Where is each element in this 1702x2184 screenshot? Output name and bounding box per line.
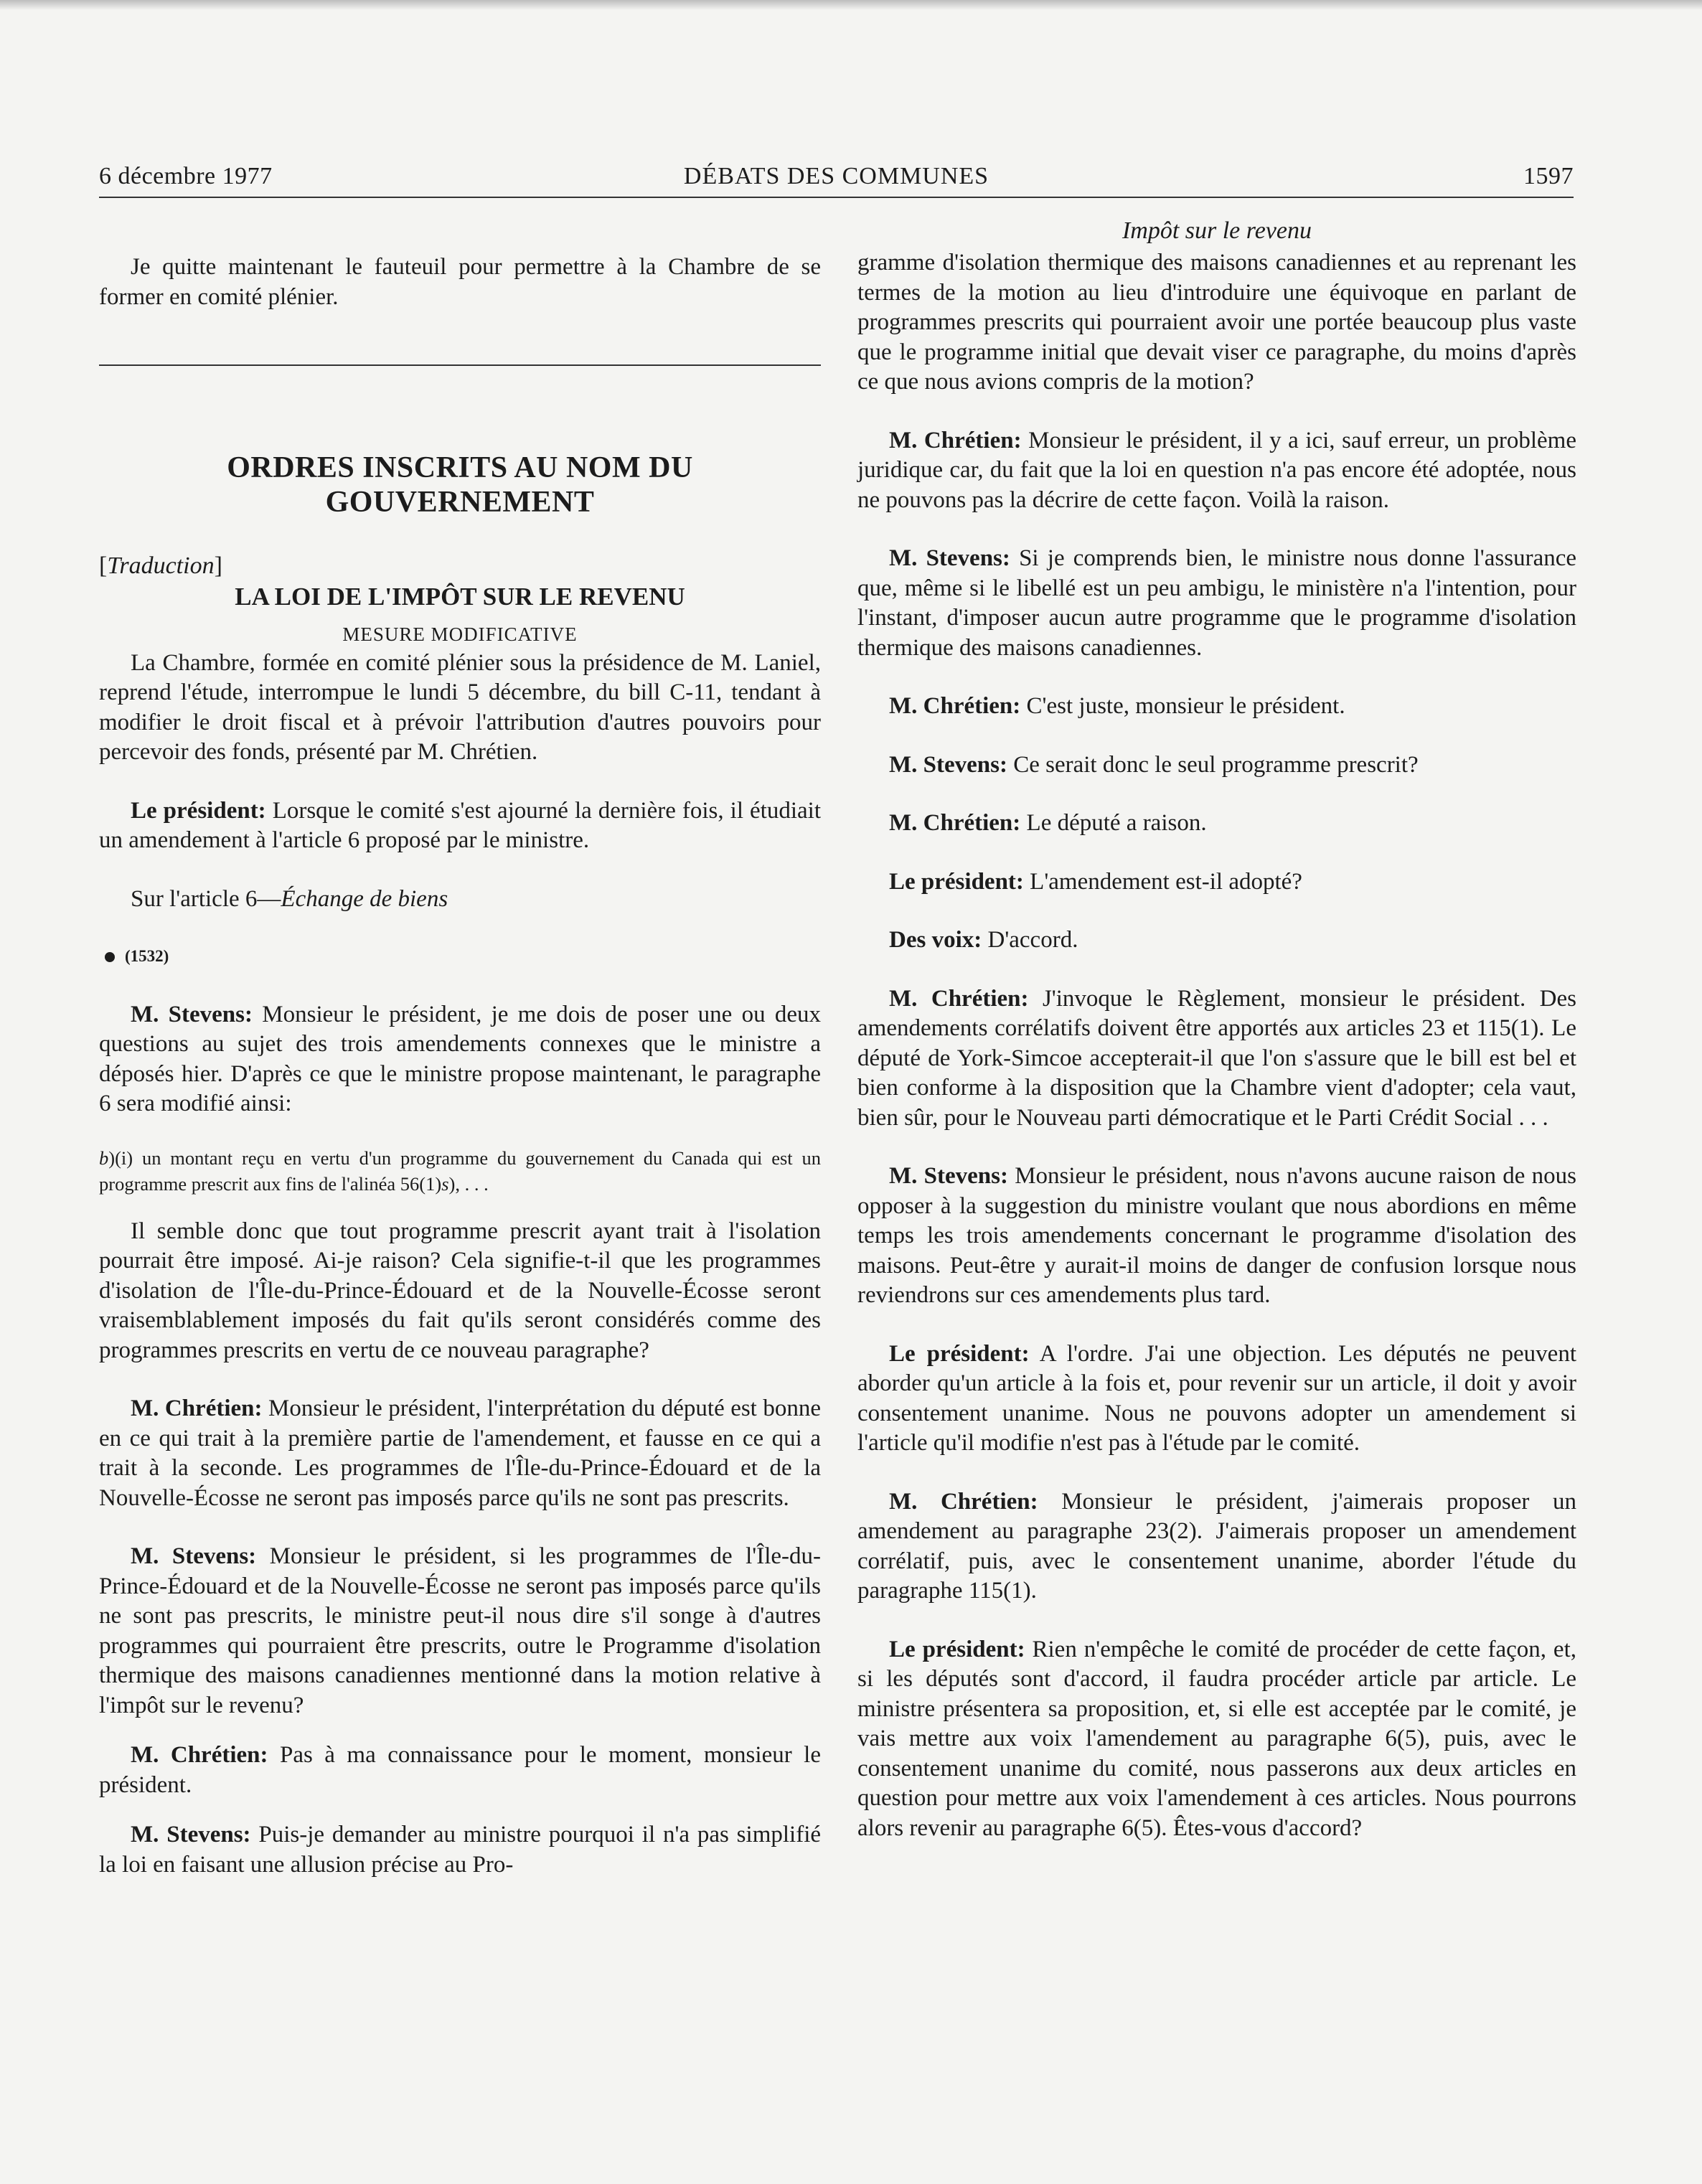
speech-text: Monsieur le président, il y a ici, sauf erreur, un problème juridique car, du fait que la loi en question n'a pas encore été adoptée, nous ne pouvons pas la décrire de cette façon. Voilà la raison. [857, 427, 1576, 513]
speaker-name: M. Chrétien: [889, 427, 1022, 453]
section-divider [99, 364, 821, 366]
paragraph-speech [99, 1394, 821, 1513]
bullet-icon [105, 952, 115, 962]
header-publication-title: DÉBATS DES COMMUNES [683, 163, 989, 189]
bill-subtitle: MESURE MODIFICATIVE [342, 623, 578, 645]
speaker-name: M. Stevens: [131, 1822, 251, 1848]
time-marker [99, 941, 821, 971]
paragraph-speech: Il semble donc que tout programme prescrit ayant trait à l'isolation pourrait être imposé. Ai-je raison? Cela signifie-t-il que les programmes d'isolation de l'Île-du-Prince-Édouard et de la Nouvelle-Écosse seront vraisemblablement imposés du fait qu'ils seront considérés comme des programmes prescrits en vertu de ce nouveau paragraphe? [99, 1218, 821, 1363]
speech-text: L'amendement est-il adopté? [1023, 868, 1302, 895]
speaker-name: M. Stevens: [889, 545, 1010, 571]
speech-text: Le député a raison. [1020, 810, 1207, 836]
speaker-name: M. Chrétien: [889, 985, 1029, 1012]
translation-bracket-open: [ [99, 552, 108, 579]
paragraph-speech [99, 1741, 821, 1800]
translation-word: Traduction [107, 552, 215, 579]
paragraph-committee: La Chambre, formée en comité plénier sous la présidence de M. Laniel, reprend l'étude, interrompue le lundi 5 décembre, du bill C-11, tendant à modifier le droit fiscal et à prévoir l'attribution d'autres pouvoirs pour percevoir des fonds, présenté par M. Chrétien. [99, 649, 821, 765]
translation-bracket-close: ] [214, 552, 222, 579]
quote-text: ), . . . [448, 1172, 489, 1195]
paragraph-speech [99, 1820, 821, 1880]
speaker-name: Le président: [889, 1340, 1030, 1367]
left-column [99, 253, 821, 1880]
paragraph-speech [857, 1487, 1576, 1606]
quote-letter: b [99, 1147, 109, 1169]
article-title: Échange de biens [281, 885, 448, 912]
page-header [99, 161, 1574, 197]
speech-text: Monsieur le président, si les programmes de l'Île-du-Prince-Édouard et de la Nouvelle-Écosse ne seront pas imposés parce qu'ils ne sont pas prescrits, le ministre peut-il nous dire s'il songe à d'autres programmes qui pourraient être prescrits, outre le Programme d'isolation thermique des maisons canadiennes mentionné dans la motion relative à l'impôt sur le revenu? [99, 1543, 822, 1718]
paragraph-speech [857, 1635, 1576, 1844]
paragraph-speech-continued: gramme d'isolation thermique des maisons canadiennes et au reprenant les termes de la motion au lieu d'introduire une équivoque en parlant de programmes prescrits qui pourraient avoir une portée beaucoup plus vaste que le programme initial que devait viser ce paragraphe, du moins d'après ce que nous avions compris de la motion? [857, 250, 1576, 395]
speech-text: Pas à ma connaissance pour le moment, monsieur le président. [99, 1742, 821, 1798]
paragraph-speech [857, 544, 1576, 663]
bill-title: LA LOI DE L'IMPÔT SUR LE REVENU [235, 582, 685, 611]
quote-text: )(i) un montant reçu en vertu d'un programme du gouvernement du Canada qui est un programme prescrit aux fins de l'alinéa 56(1) [99, 1147, 821, 1195]
speech-text: Lorsque le comité s'est ajourné la dernière fois, il étudiait un amendement à l'article 6 proposé par le ministre. [99, 797, 821, 853]
paragraph-speech [99, 1542, 821, 1721]
paragraph-closing-speaker: Je quitte maintenant le fauteuil pour permettre à la Chambre de se former en comité plénier. [99, 254, 821, 310]
speech-text: Monsieur le président, je me dois de poser une ou deux questions au sujet des trois amendements connexes que le ministre a déposés hier. D'après ce que le ministre propose maintenant, le paragraphe 6 sera modifié ainsi: [99, 1001, 822, 1116]
speaker-name: M. Chrétien: [889, 810, 1021, 836]
right-column [857, 215, 1576, 1843]
speaker-name: M. Chrétien: [131, 1395, 263, 1421]
section-heading-line1: ORDRES INSCRITS AU NOM DU [227, 451, 693, 484]
paragraph-speech [857, 750, 1576, 781]
speech-text: D'accord. [982, 927, 1078, 953]
running-head: Impôt sur le revenu [1122, 217, 1312, 244]
paragraph-speech [857, 1162, 1576, 1311]
quoted-amendment [99, 1145, 821, 1197]
speaker-name: M. Stevens: [131, 1543, 257, 1569]
paragraph-speech [857, 809, 1576, 839]
speech-text: J'invoque le Règlement, monsieur le président. Des amendements corrélatifs doivent être apportés aux articles 23 et 115(1). Le député de York-Simcoe accepterait-il que l'on s'assure que le bill est bel et bien conforme à la disposition que la Chambre vient d'adopter; cela vaut, bien sûr, pour le Nouveau parti démocratique et le Parti Crédit Social . . . [857, 985, 1576, 1131]
paragraph-speech [857, 692, 1576, 722]
speech-text: Si je comprends bien, le ministre nous donne l'assurance que, même si le libellé est un peu ambigu, le ministère n'a l'intention, pour l'instant, d'imposer aucun autre programme que le programme d'isolation thermique des maisons canadiennes. [857, 545, 1577, 661]
speaker-name: M. Stevens: [889, 1163, 1008, 1189]
quote-letter: s [441, 1172, 449, 1195]
speech-text: Monsieur le président, j'aimerais proposer un amendement au paragraphe 23(2). J'aimerais proposer un amendement corrélatif, puis, avec le consentement unanime, aborder l'étude du paragraphe 115(1). [857, 1488, 1576, 1604]
speech-text: Monsieur le président, nous n'avons aucune raison de nous opposer à la suggestion du ministre voulant que nous abordions en même temps les trois amendements concernant le programme d'isolation des maisons. Peut-être y aurait-il moins de danger de confusion lorsque nous reviendrons sur ces amendements plus tard. [857, 1163, 1577, 1308]
header-page-number: 1597 [1523, 163, 1574, 189]
paragraph-speech [857, 926, 1576, 956]
section-heading-line2: GOUVERNEMENT [325, 486, 595, 519]
page-top-edge [0, 0, 1702, 10]
speaker-name: M. Chrétien: [131, 1742, 268, 1768]
speech-text: C'est juste, monsieur le président. [1020, 693, 1345, 719]
speaker-name: Le président: [889, 868, 1024, 895]
header-rule [99, 197, 1574, 198]
speaker-name: Le président: [889, 1636, 1025, 1662]
speaker-name: Le président: [131, 797, 266, 824]
paragraph-speech [857, 867, 1576, 898]
speech-text: Rien n'empêche le comité de procéder de cette façon, et, si les députés sont d'accord, il faudra procéder article par article. Le ministre présentera sa proposition, et, si elle est acceptée par le comité, je vais mettre aux voix l'amendement au paragraphe 6(5), puis, avec le consentement unanime du comité, nous passerons aux deux articles en question pour mettre aux voix l'amendement à ces articles. Nous pourrons alors revenir au paragraphe 6(5). Êtes-vous d'accord? [857, 1636, 1577, 1841]
paragraph-speech [99, 1000, 821, 1119]
speech-text: Monsieur le président, l'interprétation du député est bonne en ce qui trait à la première partie de l'amendement, et fausse en ce qui a trait à la seconde. Les programmes de l'Île-du-Prince-Édouard et de la Nouvelle-Écosse ne seront pas imposés parce qu'ils ne sont pas prescrits. [99, 1395, 821, 1511]
article-heading [99, 885, 821, 915]
article-prefix: Sur l'article 6— [131, 885, 281, 912]
speaker-name: Des voix: [889, 927, 982, 953]
speech-text: Puis-je demander au ministre pourquoi il n'a pas simplifié la loi en faisant une allusion précise au Pro- [99, 1822, 822, 1878]
section-heading [99, 451, 821, 519]
paragraph-speech [857, 1340, 1576, 1459]
paragraph-speech [99, 796, 821, 856]
time-marker-text: (1532) [125, 947, 169, 965]
translation-note [99, 551, 821, 581]
header-date: 6 décembre 1977 [99, 163, 273, 189]
speaker-name: M. Stevens: [131, 1001, 253, 1027]
paragraph-speech [857, 426, 1576, 516]
paragraph-speech [857, 984, 1576, 1134]
speaker-name: M. Chrétien: [889, 693, 1021, 719]
speaker-name: M. Stevens: [889, 751, 1007, 778]
speaker-name: M. Chrétien: [889, 1488, 1038, 1515]
speech-text: Ce serait donc le seul programme prescrit? [1007, 751, 1419, 778]
speech-text: A l'ordre. J'ai une objection. Les députés ne peuvent aborder qu'un article à la fois et, pour revenir sur un article, il doit y avoir consentement unanime. Nous ne pouvons adopter un amendement si l'article qu'il modifie n'est pas à l'étude par le comité. [857, 1340, 1576, 1456]
